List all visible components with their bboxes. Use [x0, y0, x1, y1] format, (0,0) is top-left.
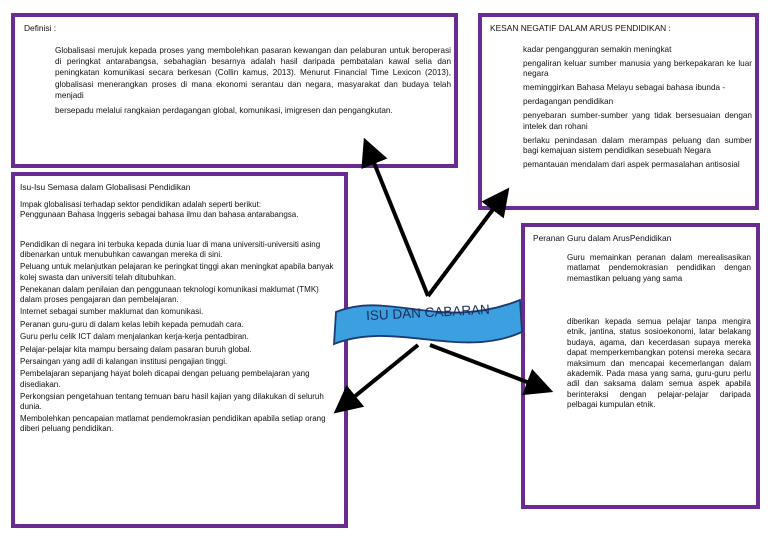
list-item: Pendidikan di negara ini terbuka kepada dunia luar di mana universiti-universiti asing dibenarkan untuk menubuhkan cawangan mereka di sini.	[20, 240, 321, 260]
definisi-paragraph: bersepadu melalui rangkaian perdagangan global, komunikasi, imigresen dan pengangkutan.	[55, 106, 393, 116]
list-item: Pelajar-pelajar kita mampu bersaing dalam pasaran buruh global.	[20, 344, 252, 354]
intro-text: Impak globalisasi terhadap sektor pendidikan adalah seperti berikut:	[20, 200, 262, 209]
arrow-to-kesan-negatif	[428, 192, 506, 296]
list-item: Peluang untuk melanjutkan pelajaran ke peringkat tinggi akan meningkat apabila banyak kolej swasta dan universiti telah ditubuhkan.	[20, 262, 334, 282]
list-item: meminggirkan Bahasa Melayu sebagai bahasa ibunda -	[523, 83, 726, 93]
definisi-paragraph: Globalisasi merujuk kepada proses yang membolehkan pasaran kewangan dan pelaburan untuk beroperasi di peringkat antarabangsa, sebahagian besarnya adalah hasil daripada pembatalan kawal selia dan peningkatan komunikasi secara berkesan (Collin kamus, 2013). Menurut Financial Time Lexicon (2013), globalisasi menerangkan proses di mana ekonomi serantau dan negara, masyarakat dan budaya telah menjadi	[55, 46, 451, 100]
list-item: pengaliran keluar sumber manusia yang berkepakaran ke luar negara	[523, 59, 752, 79]
arrow-to-peranan-guru	[430, 345, 548, 390]
peranan-guru-paragraph: diberikan kepada semua pelajar tanpa mengira etnik, jantina, status sosioekonomi, latar belakang budaya, agama, dan kecerdasan supaya mereka dapat memperkembangkan potensi mereka secara maksimum dan mencapai kecemerlangan dalam akademik. Pada masa yang sama, guru-guru perlu adil dan saksama dalam semua aspek apabila berinteraksi dengan pelajar-pelajar daripada pelbagai kumpulan etnik.	[567, 317, 751, 410]
isu-semasa-title: Isu-Isu Semasa dalam Globalisasi Pendidikan	[20, 182, 191, 192]
arrow-to-isu-semasa	[338, 345, 418, 410]
list-item: Membolehkan pencapaian matlamat pendemokrasian pendidikan apabila setiap orang diberi peluang pendidikan.	[20, 414, 326, 434]
list-item: perdagangan pendidikan	[523, 97, 614, 107]
list-item: pemantauan mendalam dari aspek permasalahan antisosial	[523, 159, 740, 169]
peranan-guru-title: Peranan Guru dalam ArusPendidikan	[533, 233, 672, 243]
list-item: Perkongsian pengetahuan tentang temuan baru hasil kajian yang dilakukan di seluruh dunia.	[20, 391, 324, 411]
peranan-guru-paragraph: Guru memainkan peranan dalam merealisasikan matlamat pendemokrasian pendidikan dengan memastikan peluang yang sama	[567, 253, 751, 283]
list-item: Guru perlu celik ICT dalam menjalankan kerja-kerja pentadbiran.	[20, 332, 249, 342]
list-item: berlaku penindasan dalam merampas peluang dan sumber bagi kemajuan sistem pendidikan sesebuah Negara	[523, 135, 752, 155]
list-item: penyebaran sumber-sumber yang tidak bersesuaian dengan intelek dan rohani	[523, 111, 752, 131]
list-item: Persaingan yang adil di kalangan institusi pengajian tinggi.	[20, 357, 228, 367]
list-item: kadar pengangguran semakin meningkat	[523, 45, 672, 54]
center-banner-label: ISU DAN CABARAN	[365, 301, 491, 324]
list-item: Internet sebagai sumber maklumat dan komunikasi.	[20, 307, 204, 317]
definisi-title: Definisi :	[24, 23, 57, 33]
list-item: Peranan guru-guru di dalam kelas lebih kepada pemudah cara.	[20, 319, 244, 329]
list-item: Penekanan dalam penilaian dan penggunaan teknologi komunikasi maklumat (TMK) dalam proses pengajaran dan pembelajaran.	[20, 284, 319, 305]
intro-text: Penggunaan Bahasa Inggeris sebagai bahasa ilmu dan bahasa antarabangsa.	[20, 210, 299, 220]
list-item: Pembelajaran sepanjang hayat boleh dicapai dengan peluang pembelajaran yang disediakan.	[20, 369, 310, 389]
kesan-negatif-title: KESAN NEGATIF DALAM ARUS PENDIDIKAN :	[490, 23, 671, 33]
arrow-to-definisi	[366, 143, 428, 296]
